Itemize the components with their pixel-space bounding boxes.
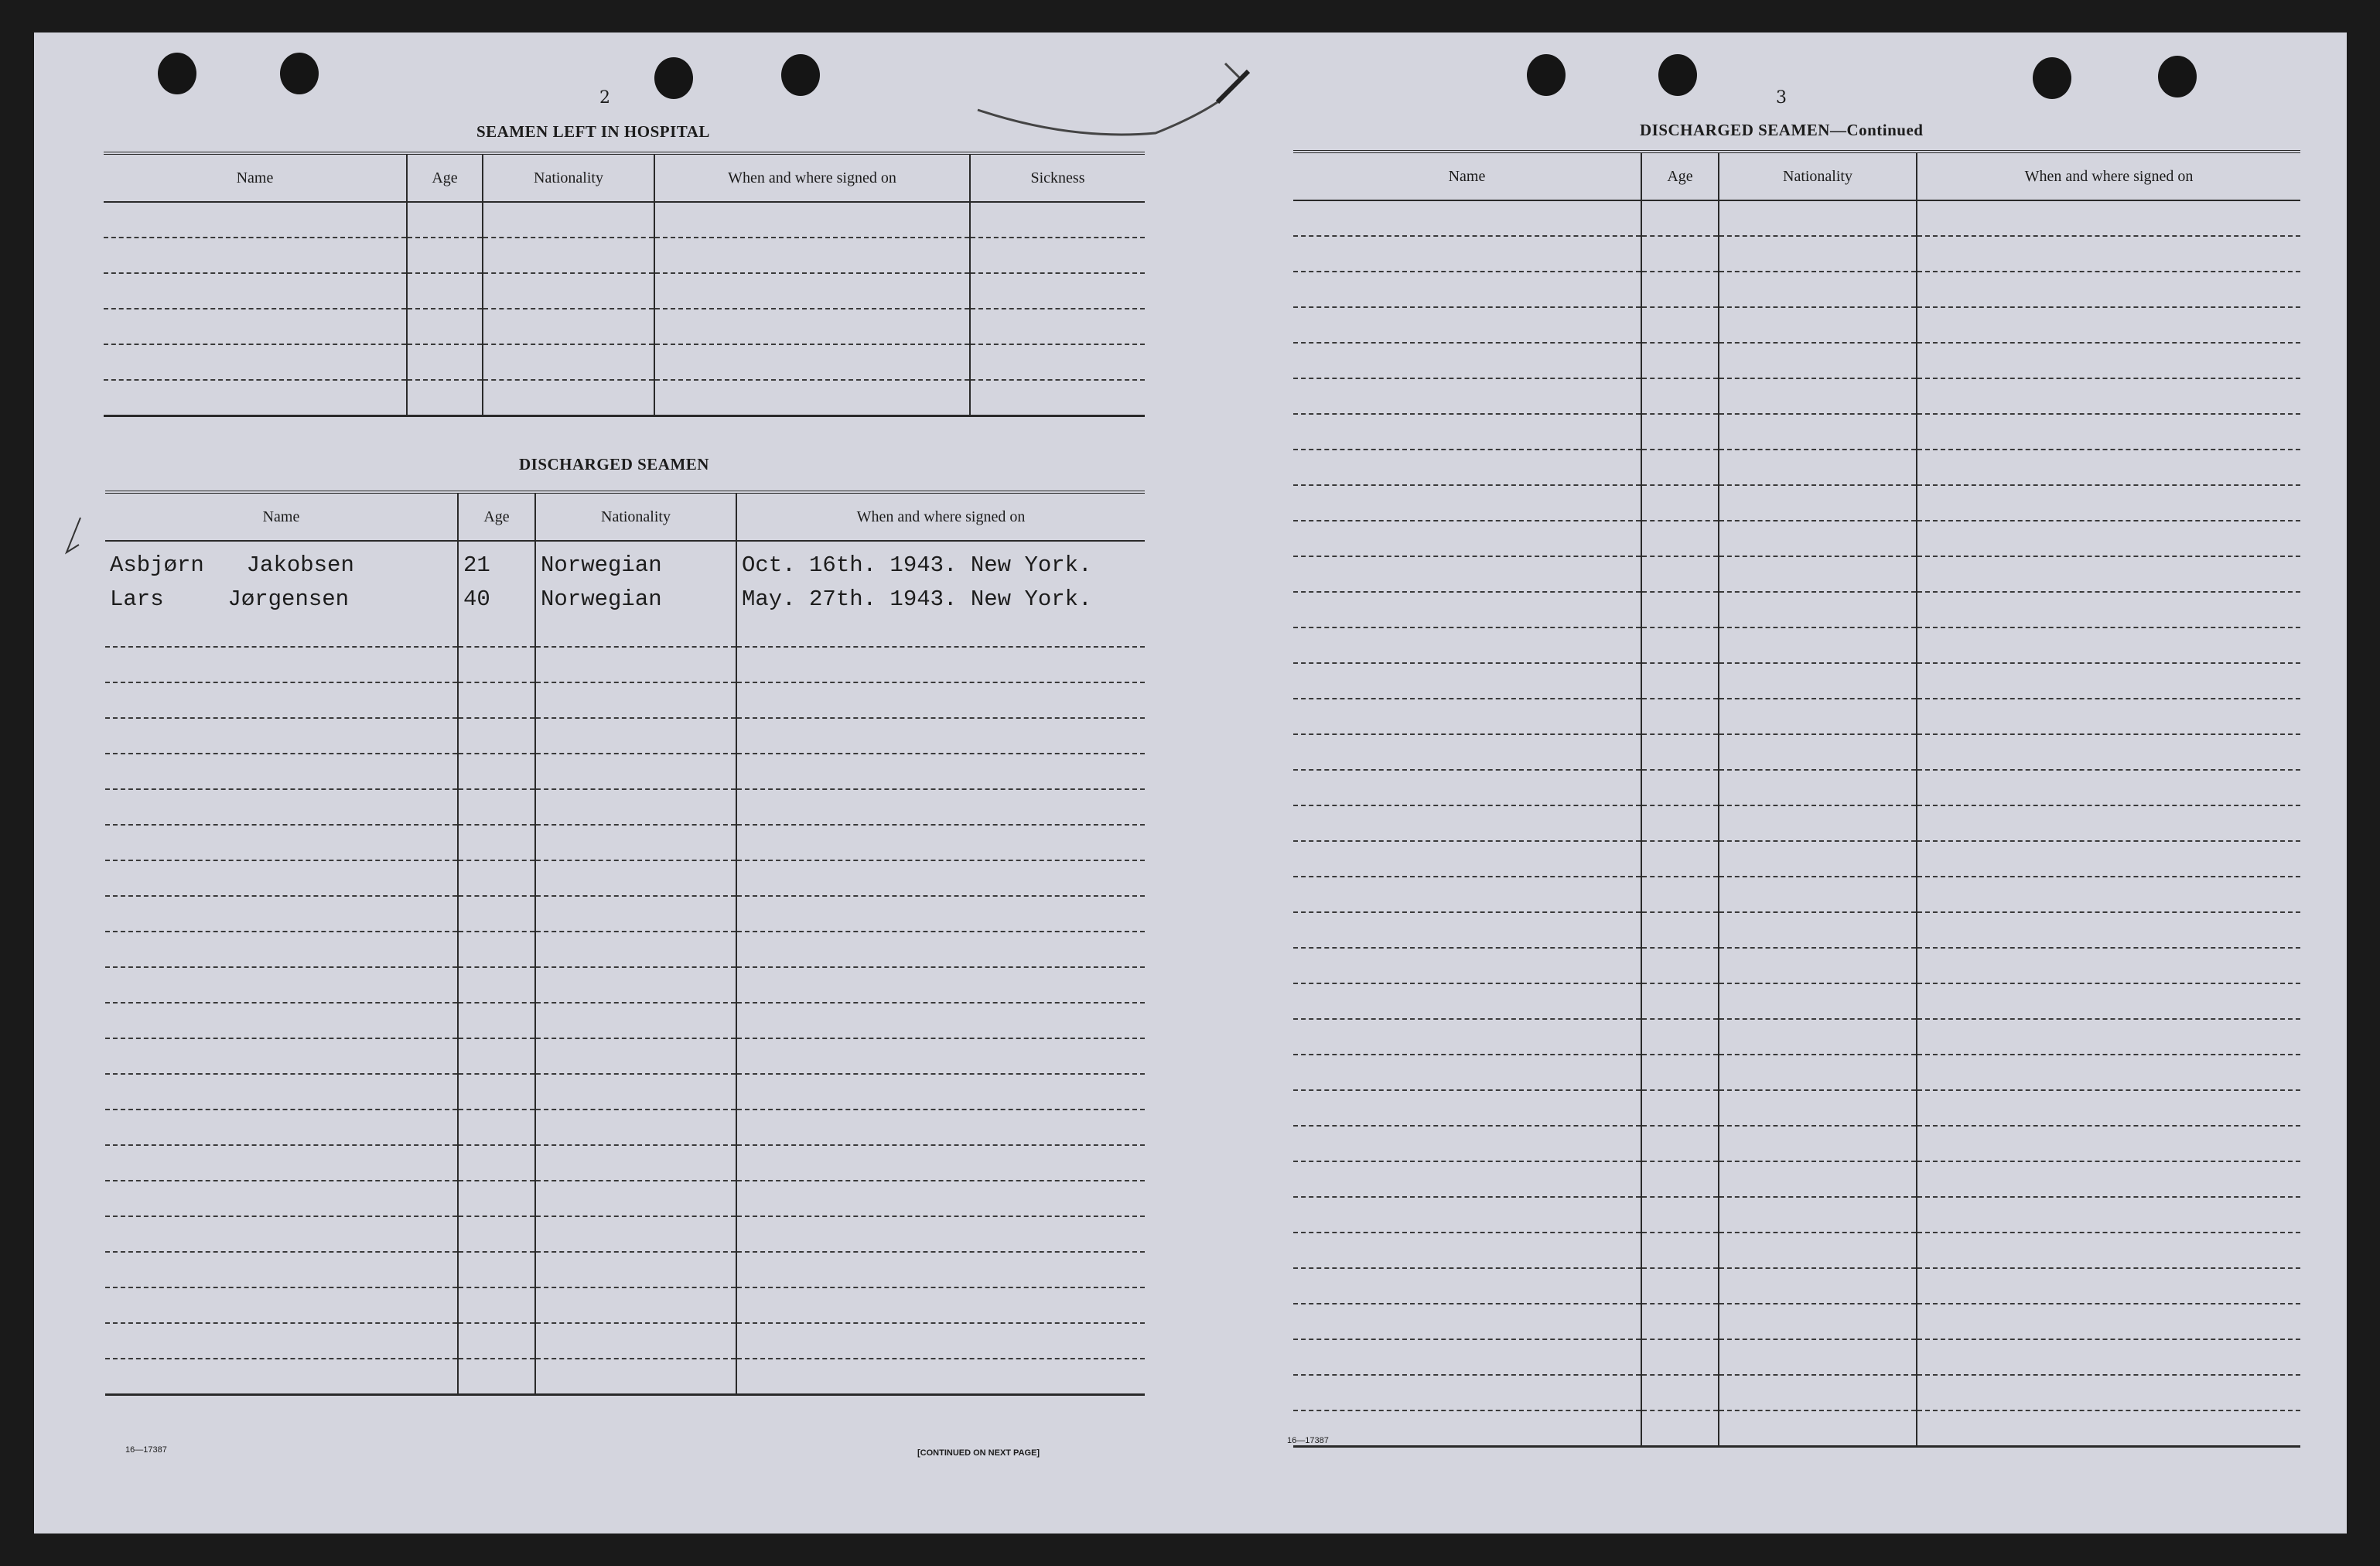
- column-header-nationality: Nationality: [483, 153, 654, 202]
- table-row: [105, 1252, 1145, 1287]
- age-cell: 21: [458, 541, 535, 578]
- first-name: Lars: [110, 586, 164, 612]
- table-row: [1293, 983, 2300, 1019]
- table-row: [1293, 272, 2300, 307]
- column-header-name: Name: [105, 492, 458, 541]
- table-row: [1293, 948, 2300, 983]
- table-row: [105, 647, 1145, 682]
- table-row: [1293, 1339, 2300, 1375]
- table-row: [1293, 378, 2300, 414]
- document-sheet: [34, 32, 2347, 1534]
- first-name: Asbjørn: [110, 552, 204, 578]
- table-row: [105, 1074, 1145, 1110]
- column-header-age: Age: [458, 492, 535, 541]
- column-header-age: Age: [1641, 152, 1719, 200]
- column-header-name: Name: [1293, 152, 1641, 200]
- table-row: [1293, 414, 2300, 450]
- table-row: [105, 718, 1145, 754]
- table-row: [1293, 699, 2300, 734]
- table-row: [1293, 1161, 2300, 1197]
- table-row: [105, 1216, 1145, 1252]
- table-row: [1293, 592, 2300, 627]
- table-row: [105, 1038, 1145, 1074]
- table-row: [1293, 1126, 2300, 1161]
- table-row: [1293, 1019, 2300, 1055]
- nationality-cell: Norwegian: [535, 578, 736, 612]
- table-row: [105, 1145, 1145, 1181]
- continued-note: [CONTINUED ON NEXT PAGE]: [917, 1448, 1040, 1458]
- title-suffix: —Continued: [1829, 121, 1924, 139]
- column-header-signed-on: When and where signed on: [1917, 152, 2300, 200]
- column-header-nationality: Nationality: [1719, 152, 1917, 200]
- table-row: [105, 541, 1145, 578]
- table-row: [1293, 1375, 2300, 1410]
- table-row: [105, 825, 1145, 860]
- title-main: DISCHARGED SEAMEN: [1640, 121, 1830, 139]
- page-number: 2: [599, 88, 610, 108]
- column-header-signed-on: When and where signed on: [736, 492, 1145, 541]
- table-row: [105, 967, 1145, 1003]
- table-row: [1293, 1197, 2300, 1233]
- table-row: [1293, 912, 2300, 948]
- column-header-sickness: Sickness: [970, 153, 1145, 202]
- check-mark-icon: [57, 514, 88, 568]
- page-number: 3: [1776, 88, 1787, 108]
- discharged-continued-table: [1293, 150, 2300, 1448]
- table-row: [1293, 1410, 2300, 1447]
- table-row: [105, 1181, 1145, 1216]
- table-row: [1293, 1233, 2300, 1268]
- table-row: [1293, 1055, 2300, 1090]
- discharged-continued-title: [1640, 121, 1923, 140]
- table-row: [104, 309, 1145, 344]
- left-page: [34, 32, 1194, 1534]
- column-header-signed-on: When and where signed on: [654, 153, 970, 202]
- table-row: [1293, 877, 2300, 912]
- table-row: [1293, 805, 2300, 841]
- table-row: [1293, 627, 2300, 663]
- last-name: Jørgensen: [227, 586, 350, 612]
- table-row: [105, 932, 1145, 967]
- discharged-seamen-table: [105, 491, 1145, 1396]
- table-row: [1293, 236, 2300, 272]
- table-row: [1293, 521, 2300, 556]
- table-row: [1293, 200, 2300, 236]
- right-page: [1194, 32, 2347, 1534]
- last-name: Jakobsen: [246, 552, 354, 578]
- table-row: [105, 1323, 1145, 1359]
- table-row: [1293, 1090, 2300, 1126]
- signed-on-cell: May. 27th. 1943. New York.: [736, 578, 1145, 612]
- column-header-nationality: Nationality: [535, 492, 736, 541]
- hospital-section-title: SEAMEN LEFT IN HOSPITAL: [476, 122, 710, 141]
- table-row: [105, 1287, 1145, 1323]
- signed-on-cell: Oct. 16th. 1943. New York.: [736, 541, 1145, 578]
- table-row: [1293, 841, 2300, 877]
- table-row: [105, 682, 1145, 718]
- table-row: [1293, 485, 2300, 521]
- table-row: [105, 1110, 1145, 1145]
- table-row: [105, 612, 1145, 647]
- column-header-age: Age: [407, 153, 483, 202]
- table-row: [1293, 663, 2300, 699]
- table-row: [104, 273, 1145, 309]
- hospital-table: [104, 152, 1145, 417]
- table-row: [1293, 1268, 2300, 1304]
- table-row: [105, 789, 1145, 825]
- table-row: [105, 1003, 1145, 1038]
- seaman-name-cell: [105, 578, 458, 612]
- table-row: [1293, 1304, 2300, 1339]
- table-row: [104, 344, 1145, 380]
- table-row: [105, 896, 1145, 932]
- table-row: [105, 578, 1145, 612]
- age-cell: 40: [458, 578, 535, 612]
- table-row: [1293, 770, 2300, 805]
- form-number: 16—17387: [1287, 1436, 1329, 1445]
- table-row: [1293, 556, 2300, 592]
- table-row: [1293, 307, 2300, 343]
- table-row: [104, 202, 1145, 238]
- form-number: 16—17387: [125, 1445, 167, 1455]
- nationality-cell: Norwegian: [535, 541, 736, 578]
- table-row: [105, 754, 1145, 789]
- table-row: [104, 238, 1145, 273]
- column-header-name: Name: [104, 153, 407, 202]
- discharged-section-title: DISCHARGED SEAMEN: [519, 455, 709, 474]
- table-row: [1293, 450, 2300, 485]
- table-row: [1293, 343, 2300, 378]
- seaman-name-cell: [105, 541, 458, 578]
- table-row: [1293, 734, 2300, 770]
- table-row: [104, 380, 1145, 416]
- table-row: [105, 860, 1145, 896]
- table-row: [105, 1359, 1145, 1395]
